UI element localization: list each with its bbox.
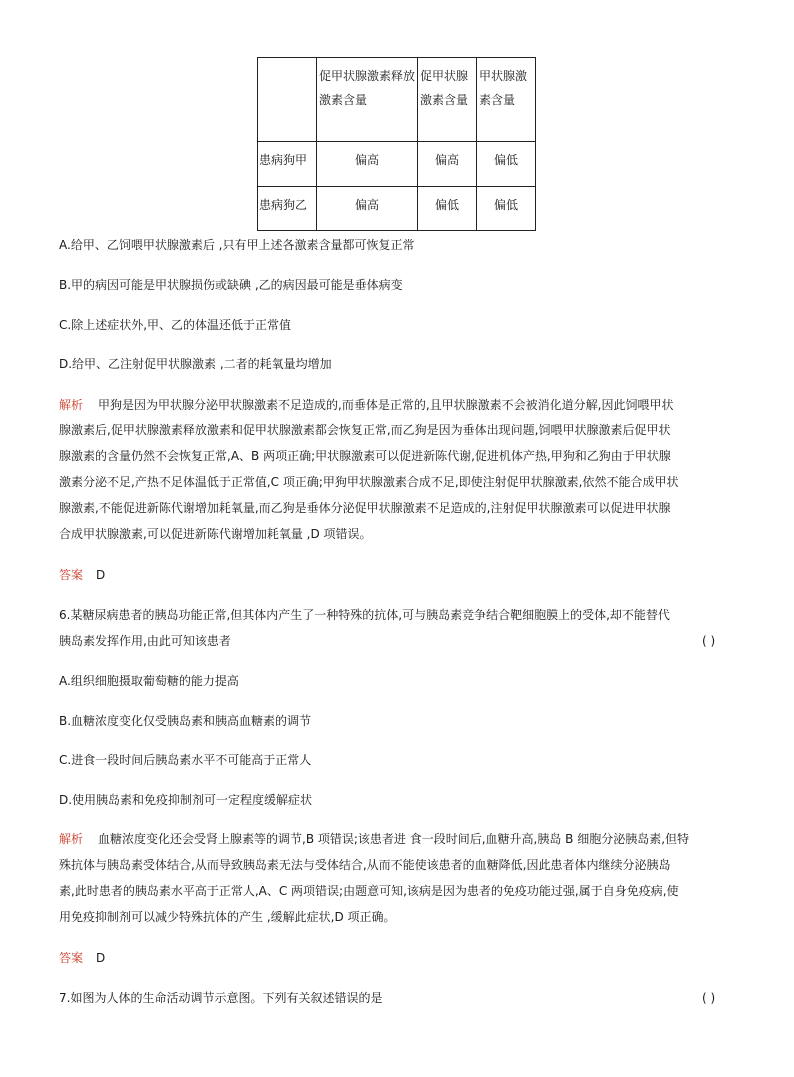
- q6-analysis-line: 素,此时患者的胰岛素水平高于正常人,A、C 两项错误;由题意可知,该病是因为患者的免疫功能过强,属于自身免疫病,使: [59, 884, 679, 898]
- table-header-trh: 促甲状腺激素释放激素含量: [317, 58, 418, 142]
- q6-analysis-line: 用免疫抑制剂可以减少特殊抗体的产生 ,缓解此症状,D 项正确。: [59, 910, 396, 924]
- q6-analysis-line: 血糖浓度变化还会受肾上腺素等的调节,B 项错误;该患者进 食一段时间后,血糖升高,胰岛 B 细胞分泌胰岛素,但特: [98, 832, 690, 846]
- q5-option-c: C.除上述症状外,甲、乙的体温还低于正常值: [59, 318, 292, 332]
- q5-answer: D: [96, 568, 106, 582]
- q6-analysis-label: 解析: [59, 832, 84, 846]
- table-cell: 偏低: [418, 187, 477, 231]
- table-cell: 偏高: [317, 187, 418, 231]
- q5-analysis-line: 腺激素的含量仍然不会恢复正常,A、B 两项正确;甲状腺激素可以促进新陈代谢,促进机体产热,甲狗和乙狗由于甲状腺: [59, 449, 671, 463]
- table-header-row: [258, 58, 536, 142]
- table-cell: 偏低: [477, 187, 536, 231]
- table-cell: 偏低: [477, 142, 536, 187]
- q5-analysis-line: 腺激素,不能促进新陈代谢增加耗氧量,而乙狗是垂体分泌促甲状腺激素不足造成的,注射促甲状腺激素可以促进甲状腺: [59, 501, 671, 515]
- q6-answer: D: [96, 951, 106, 965]
- q6-stem-line: 胰岛素发挥作用,由此可知该患者: [59, 634, 231, 648]
- table-row: [258, 187, 536, 231]
- row-label: 患病狗甲: [258, 142, 317, 187]
- q6-stem-line: 6.某糖尿病患者的胰岛功能正常,但其体内产生了一种特殊的抗体,可与胰岛素竞争结合靶细胞膜上的受体,却不能替代: [59, 608, 670, 622]
- q5-option-b: B.甲的病因可能是甲状腺损伤或缺碘 ,乙的病因最可能是垂体病变: [59, 278, 403, 292]
- q5-analysis-line: 合成甲状腺激素,可以促进新陈代谢增加耗氧量 ,D 项错误。: [59, 527, 372, 541]
- q6-answer-label: 答案: [59, 951, 84, 965]
- table-header-th: 甲状腺激素含量: [477, 58, 536, 142]
- table-row: [258, 142, 536, 187]
- q6-option-c: C.进食一段时间后胰岛素水平不可能高于正常人: [59, 753, 312, 767]
- table-cell: 偏高: [317, 142, 418, 187]
- table-corner-cell: [258, 58, 317, 142]
- q6-analysis-line: 殊抗体与胰岛素受体结合,从而导致胰岛素无法与受体结合,从而不能使该患者的血糖降低,因此患者体内继续分泌胰岛: [59, 858, 671, 872]
- q5-analysis-line: 腺激素后,促甲状腺激素释放激素和促甲状腺激素都会恢复正常,而乙狗是因为垂体出现问题,饲喂甲状腺激素后促甲状: [59, 423, 671, 437]
- q7-stem: 7.如图为人体的生命活动调节示意图。下列有关叙述错误的是: [59, 991, 383, 1005]
- q6-option-b: B.血糖浓度变化仅受胰岛素和胰高血糖素的调节: [59, 714, 312, 728]
- q6-option-a: A.组织细胞摄取葡萄糖的能力提高: [59, 674, 239, 688]
- hormone-table: [257, 57, 536, 231]
- q5-answer-label: 答案: [59, 568, 84, 582]
- q7-answer-bracket: ( ): [702, 991, 716, 1005]
- q5-option-a: A.给甲、乙饲喂甲状腺激素后 ,只有甲上述各激素含量都可恢复正常: [59, 238, 415, 252]
- q5-analysis-label: 解析: [59, 398, 84, 412]
- row-label: 患病狗乙: [258, 187, 317, 231]
- table-header-tsh: 促甲状腺激素含量: [418, 58, 477, 142]
- q5-analysis-line: 甲狗是因为甲状腺分泌甲状腺激素不足造成的,而垂体是正常的,且甲状腺激素不会被消化道分解,因此饲喂甲状: [98, 398, 674, 412]
- q5-analysis-line: 激素分泌不足,产热不足体温低于正常值,C 项正确;甲狗甲状腺激素合成不足,即使注射促甲状腺激素,依然不能合成甲状: [59, 475, 679, 489]
- q6-answer-bracket: ( ): [702, 634, 716, 648]
- q5-option-d: D.给甲、乙注射促甲状腺激素 ,二者的耗氧量均增加: [59, 357, 332, 371]
- q6-option-d: D.使用胰岛素和免疫抑制剂可一定程度缓解症状: [59, 793, 313, 807]
- table-cell: 偏高: [418, 142, 477, 187]
